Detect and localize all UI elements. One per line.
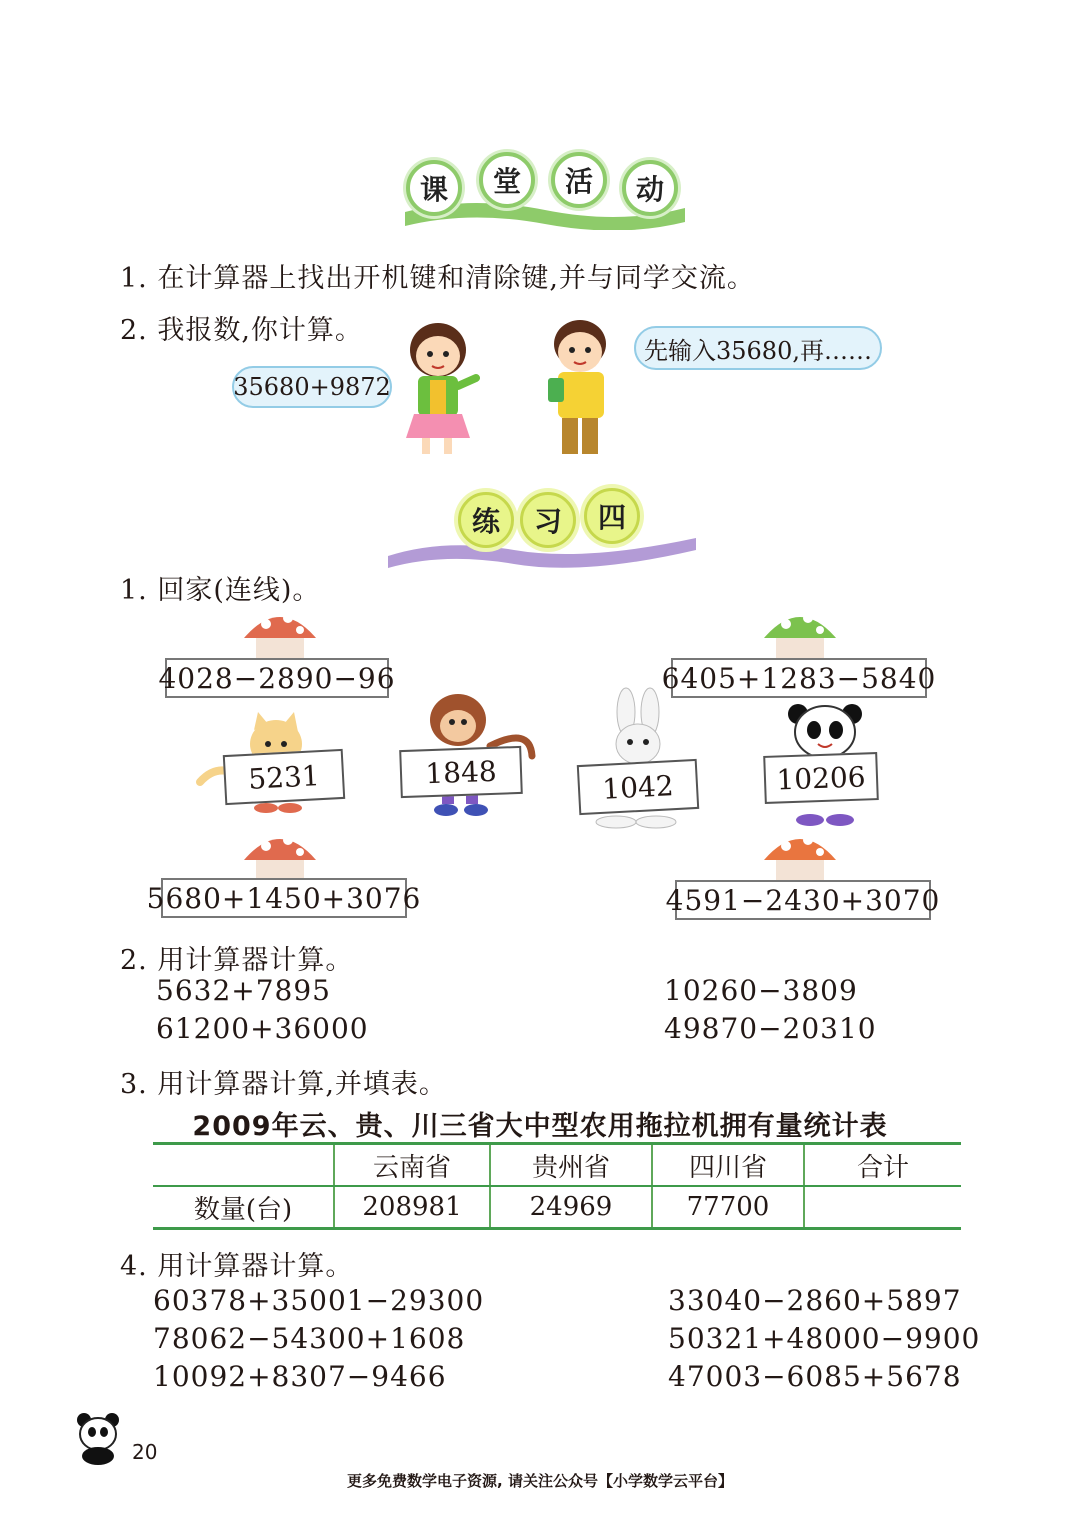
girl-speech-bubble: 35680+9872 [232, 366, 392, 408]
q2-expression: 49870−20310 [664, 1012, 877, 1045]
house-expression: 6405+1283−5840 [671, 658, 927, 698]
boy-illustration-icon [540, 316, 620, 461]
table-cell: 77700 [652, 1186, 804, 1229]
q4-expression: 10092+8307−9466 [153, 1360, 447, 1393]
table-cell: 208981 [334, 1186, 490, 1229]
q4-expression: 78062−54300+1608 [153, 1322, 466, 1355]
title-badge: 动 [622, 160, 678, 216]
animal-number-sign: 5231 [223, 749, 345, 805]
tractor-stats-table [153, 1142, 961, 1230]
table-header-cell: 贵州省 [490, 1144, 652, 1187]
title-badge: 练 [458, 492, 514, 548]
animal-number-sign: 1848 [399, 746, 523, 798]
table-cell: 24969 [490, 1186, 652, 1229]
activity-item-1: 1. 在计算器上找出开机键和清除键,并与同学交流。 [120, 263, 755, 294]
q4-expression: 60378+35001−29300 [153, 1284, 485, 1317]
animal-number-sign: 1042 [577, 759, 699, 815]
q2-expression: 10260−3809 [664, 974, 858, 1007]
boy-speech-bubble: 先输入35680,再…… [634, 326, 882, 370]
house-expression: 5680+1450+3076 [161, 878, 407, 918]
page-number: 20 [132, 1440, 158, 1464]
girl-illustration-icon [396, 320, 486, 460]
mushroom-house-icon [760, 826, 840, 882]
table-header-cell: 合计 [804, 1144, 961, 1187]
title-badge: 课 [406, 160, 462, 216]
table-header-cell: 四川省 [652, 1144, 804, 1187]
mushroom-house-icon [760, 604, 840, 660]
table-cell: 数量(台) [153, 1186, 334, 1229]
activity-item-2: 2. 我报数,你计算。 [120, 315, 363, 346]
house-expression: 4028−2890−96 [165, 658, 389, 698]
animal-number-sign: 10206 [763, 752, 879, 804]
q2-expression: 5632+7895 [156, 974, 331, 1007]
table-cell-total[interactable] [804, 1186, 961, 1229]
q2-expression: 61200+36000 [156, 1012, 369, 1045]
mushroom-house-icon [240, 604, 320, 660]
title-badge: 习 [520, 492, 576, 548]
q4-expression: 33040−2860+5897 [668, 1284, 962, 1317]
table-header-cell: 云南省 [334, 1144, 490, 1187]
title-badge: 活 [551, 152, 607, 208]
q3-heading: 3. 用计算器计算,并填表。 [120, 1069, 447, 1100]
title-badge: 四 [584, 488, 640, 544]
q1-heading: 1. 回家(连线)。 [120, 575, 321, 606]
q4-expression: 47003−6085+5678 [668, 1360, 962, 1393]
panda-page-icon [72, 1410, 128, 1466]
q2-heading: 2. 用计算器计算。 [120, 945, 354, 976]
q4-heading: 4. 用计算器计算。 [120, 1251, 354, 1282]
title-badge: 堂 [479, 152, 535, 208]
house-expression: 4591−2430+3070 [675, 880, 931, 920]
footer-note: 更多免费数学电子资源, 请关注公众号【小学数学云平台】 [347, 1472, 733, 1490]
mushroom-house-icon [240, 826, 320, 882]
table-row [153, 1186, 961, 1229]
q4-expression: 50321+48000−9900 [668, 1322, 981, 1355]
table-header-row [153, 1144, 961, 1187]
table-header-cell [153, 1144, 334, 1187]
table-title: 2009年云、贵、川三省大中型农用拖拉机拥有量统计表 [192, 1111, 888, 1142]
